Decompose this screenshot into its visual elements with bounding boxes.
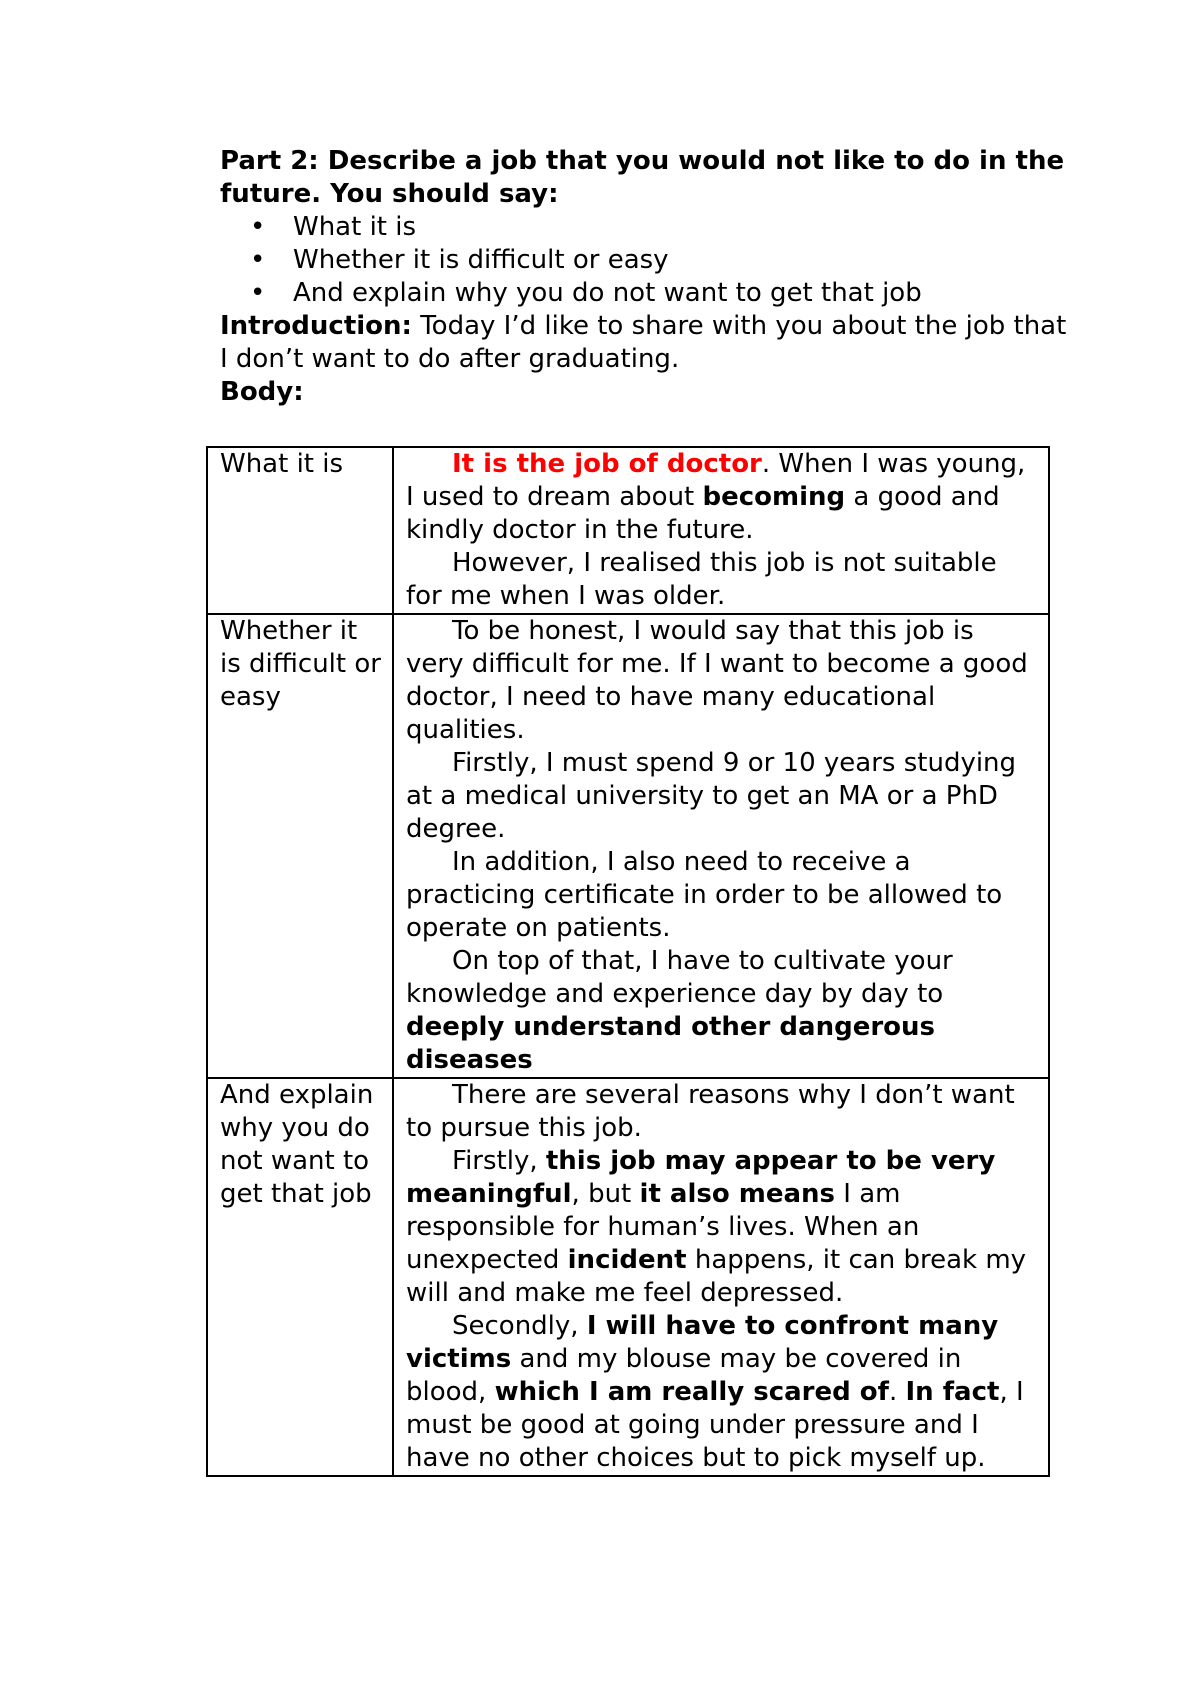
introduction-paragraph <box>220 310 1070 376</box>
answer-text: happens, it can break my will and make me feel depressed. <box>406 1245 1027 1308</box>
answer-text: There are several reasons why I don’t want to pursue this job. <box>406 1080 1015 1143</box>
answer-text: Firstly, I must spend 9 or 10 years studying at a medical university to get an MA or a PhD degree. <box>406 748 1017 844</box>
answer-paragraph <box>406 945 1038 1077</box>
bold-text: it also means <box>639 1179 836 1209</box>
bullet-icon: • <box>250 212 266 242</box>
answer-text: . <box>888 1377 906 1407</box>
answer-paragraph <box>406 1145 1038 1310</box>
answer-paragraph <box>406 846 1038 945</box>
row-content-cell <box>393 447 1049 614</box>
prompt-text: Whether it is difficult or easy <box>293 245 669 275</box>
table-row <box>207 447 1049 614</box>
row-content-cell <box>393 614 1049 1078</box>
introduction-text: Today I’d like to share with you about the job that I don’t want to do after graduating. <box>220 311 1067 374</box>
answer-text: a good and kindly doctor in the future. <box>406 482 1000 545</box>
answer-text: , but <box>571 1179 640 1209</box>
answer-text: , I must be good at going under pressure and I have no other choices but to pick myself up. <box>406 1377 1024 1473</box>
bold-text: becoming <box>702 482 846 512</box>
row-label: And explain why you do not want to get that job <box>220 1080 374 1209</box>
table-row <box>207 614 1049 1078</box>
answer-paragraph <box>406 615 1038 747</box>
answer-text: On top of that, I have to cultivate your knowledge and experience day by day to <box>406 946 953 1009</box>
answer-paragraph <box>406 448 1038 547</box>
answer-text: Secondly, <box>452 1311 587 1341</box>
prompt-item <box>250 277 1070 310</box>
row-content-cell <box>393 1078 1049 1476</box>
introduction-label: Introduction: <box>220 311 412 341</box>
bold-text: which I am really scared of <box>494 1377 889 1407</box>
document-page <box>220 145 1070 409</box>
prompt-list <box>220 211 1070 310</box>
bold-text: deeply understand other dangerous diseases <box>406 1012 936 1075</box>
answer-paragraph <box>406 747 1038 846</box>
prompt-item <box>250 211 1070 244</box>
answer-text: I am responsible for human’s lives. When an unexpected <box>406 1179 920 1275</box>
bold-text: I will have to confront many victims <box>406 1311 999 1374</box>
answer-paragraph <box>406 547 1038 613</box>
row-label-cell <box>207 447 393 614</box>
task-heading: Part 2: Describe a job that you would not like to do in the future. You should say: <box>220 146 1065 209</box>
prompt-text: What it is <box>293 212 417 242</box>
answer-paragraph <box>406 1079 1038 1145</box>
answer-text: and my blouse may be covered in blood, <box>406 1344 962 1407</box>
answer-text: In addition, I also need to receive a practicing certificate in order to be allowed to operate on patients. <box>406 847 1003 943</box>
prompt-text: And explain why you do not want to get that job <box>293 278 922 308</box>
highlighted-text: It is the job of doctor <box>452 449 762 479</box>
body-label: Body: <box>220 377 304 407</box>
table-row <box>207 1078 1049 1476</box>
answer-paragraph <box>406 1310 1038 1475</box>
bullet-icon: • <box>250 278 266 308</box>
row-label-cell <box>207 614 393 1078</box>
answer-text: However, I realised this job is not suitable for me when I was older. <box>406 548 997 611</box>
bold-text: this job may appear to be very meaningful <box>406 1146 996 1209</box>
bold-text: In fact <box>905 1377 1000 1407</box>
row-label: What it is <box>220 449 344 479</box>
bold-text: incident <box>567 1245 687 1275</box>
prompt-item <box>250 244 1070 277</box>
answer-text: Firstly, <box>452 1146 546 1176</box>
answer-table <box>206 446 1050 1477</box>
answer-text: . When I was young, I used to dream about <box>406 449 1026 512</box>
row-label-cell <box>207 1078 393 1476</box>
bullet-icon: • <box>250 245 266 275</box>
row-label: Whether it is difficult or easy <box>220 616 381 712</box>
answer-text: To be honest, I would say that this job is very difficult for me. If I want to become a good doctor, I need to have many educational qualities. <box>406 616 1028 745</box>
